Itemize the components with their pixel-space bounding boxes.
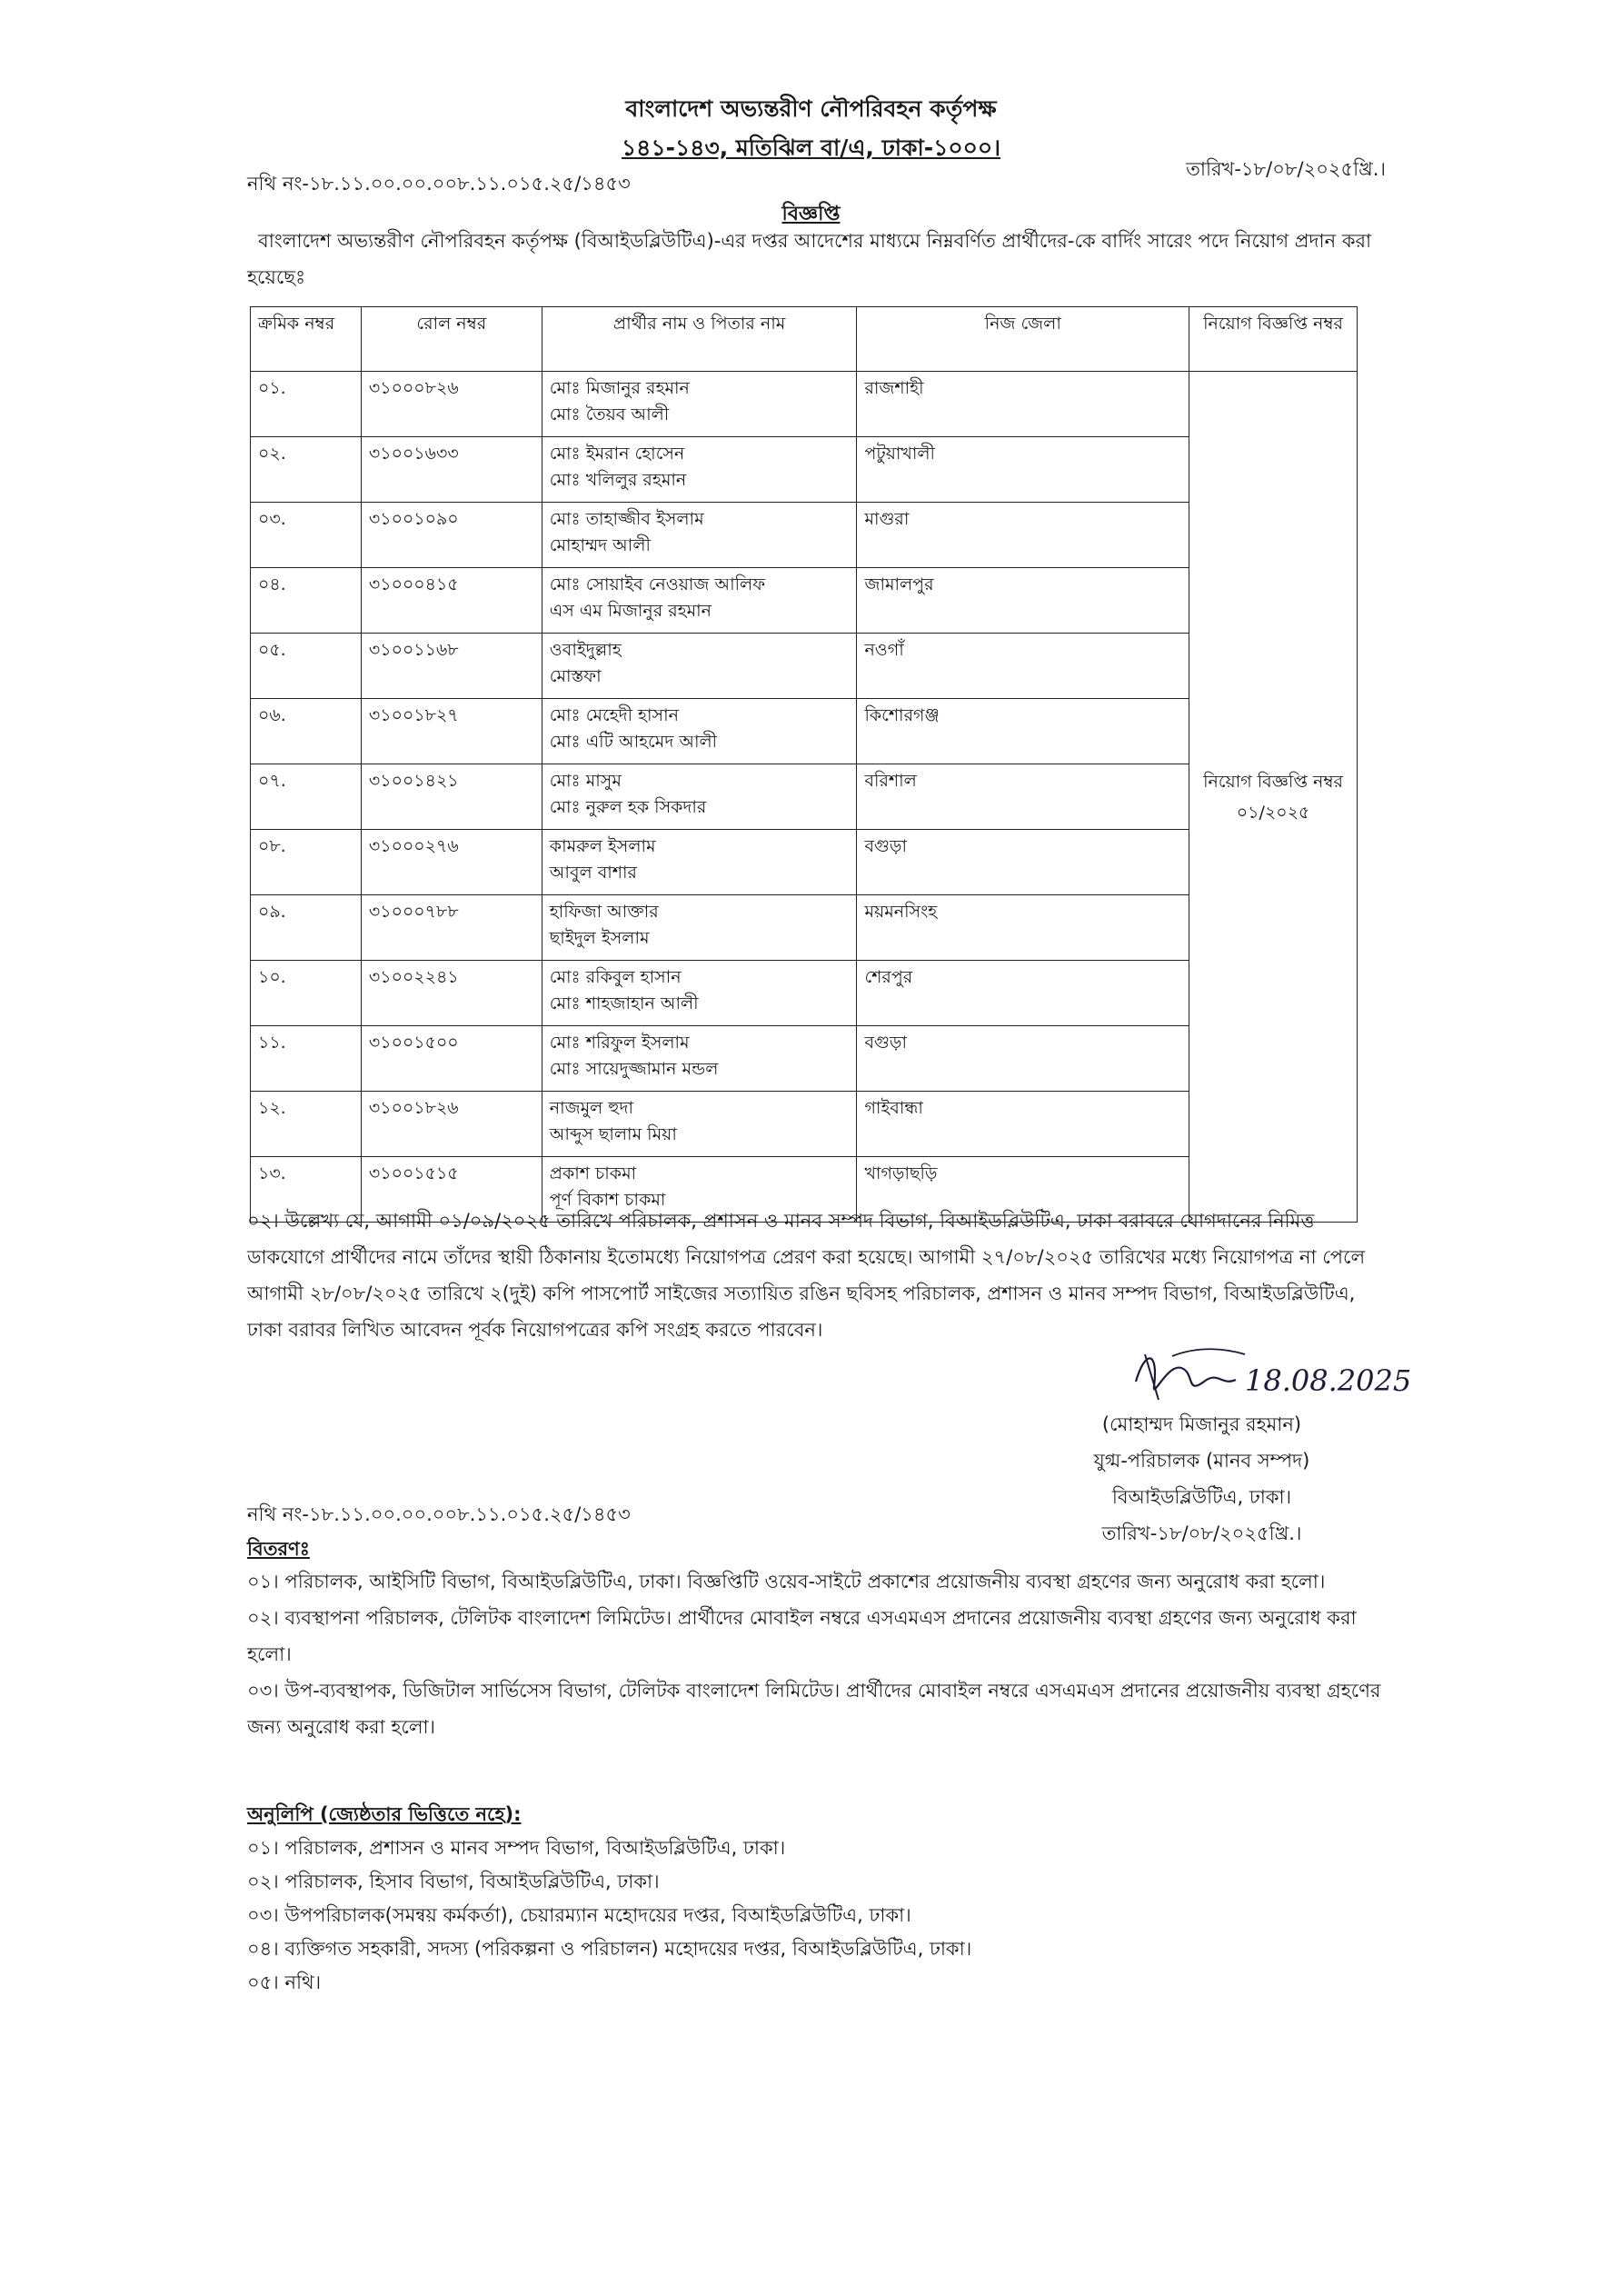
candidate-name: মোঃ সোয়াইব নেওয়াজ আলিফ bbox=[549, 574, 766, 594]
name-cell bbox=[542, 830, 857, 895]
serial-cell: ০৬. bbox=[251, 699, 362, 764]
district-cell: পটুয়াখালী bbox=[857, 437, 1189, 503]
candidate-name: প্রকাশ চাকমা bbox=[549, 1163, 637, 1183]
col-header-district: নিজ জেলা bbox=[857, 307, 1189, 372]
serial-cell: ০৪. bbox=[251, 568, 362, 634]
candidate-name: হাফিজা আক্তার bbox=[549, 902, 659, 922]
candidate-name: মোঃ রকিবুল হাসান bbox=[549, 967, 682, 987]
roll-cell: ৩১০০০৭৮৮ bbox=[361, 895, 542, 961]
authority-title: বাংলাদেশ অভ্যন্তরীণ নৌপরিবহন কর্তৃপক্ষ bbox=[625, 95, 997, 122]
signature-date-line: তারিখ-১৮/০৮/২০২৫খ্রি.। bbox=[1101, 1522, 1302, 1544]
father-name: মোঃ নুরুল হক সিকদার bbox=[549, 797, 707, 817]
candidate-name: মোঃ ইমরান হোসেন bbox=[549, 444, 685, 464]
candidate-name: নাজমুল হুদা bbox=[549, 1098, 633, 1118]
district-cell: বরিশাল bbox=[857, 764, 1189, 830]
father-name: আবুল বাশার bbox=[549, 863, 638, 883]
district-cell: কিশোরগঞ্জ bbox=[857, 699, 1189, 764]
district-cell: খাগড়াছড়ি bbox=[857, 1157, 1189, 1223]
distribution-list bbox=[247, 1563, 1392, 1745]
roll-cell: ৩১০০২২৪১ bbox=[361, 961, 542, 1026]
roll-cell: ৩১০০০৮২৬ bbox=[361, 372, 542, 437]
signature-block bbox=[1045, 1406, 1358, 1552]
appointment-table bbox=[250, 306, 1358, 1223]
name-cell bbox=[542, 961, 857, 1026]
notice-title: বিজ্ঞপ্তি bbox=[781, 203, 841, 225]
father-name: মোহাম্মদ আলী bbox=[549, 535, 651, 555]
joining-paragraph: ০২। উল্লেখ্য যে, আগামী ০১/০৯/২০২৫ তারিখে পরিচালক, প্রশাসন ও মানব সম্পদ বিভাগ, বিআইডব্লিউটিএ, ঢাকা বরাবরে যোগদানের নিমিত্ত ডাকযোগে প্রার্থীদের নামে তাঁদের স্থায়ী ঠিকানায় ইতোমধ্যে নিয়োগপত্র প্রেরণ করা হয়েছে। আগামী ২৭/০৮/২০২৫ তারিখের মধ্যে নিয়োগপত্র না পেলে আগামী ২৮/০৮/২০২৫ তারিখে ২(দুই) কপি পাসপোর্ট সাইজের সত্যায়িত রঙিন ছবিসহ পরিচালক, প্রশাসন ও মানব সম্পদ বিভাগ, বিআইডব্লিউটিএ, ঢাকা বরাবর লিখিত আবেদন পূর্বক নিয়োগপত্রের কপি সংগ্রহ করতে পারবেন। bbox=[247, 1210, 1366, 1341]
serial-cell: ০৫. bbox=[251, 634, 362, 699]
roll-cell: ৩১০০০৪১৫ bbox=[361, 568, 542, 634]
col-header-circular: নিয়োগ বিজ্ঞপ্তি নম্বর bbox=[1189, 307, 1358, 372]
name-cell bbox=[542, 437, 857, 503]
candidate-name: মোঃ মিজানুর রহমান bbox=[549, 378, 690, 398]
district-cell: শেরপুর bbox=[857, 961, 1189, 1026]
father-name: মোঃ খলিলুর রহমান bbox=[549, 470, 687, 490]
serial-cell: ০১. bbox=[251, 372, 362, 437]
distribution-item: ০১। পরিচালক, আইসিটি বিভাগ, বিআইডব্লিউটিএ, ঢাকা। বিজ্ঞপ্তিটি ওয়েব-সাইটে প্রকাশের প্রয়োজনীয় ব্যবস্থা গ্রহণের জন্য অনুরোধ করা হলো। bbox=[247, 1571, 1326, 1592]
father-name: ছাইদুল ইসলাম bbox=[549, 928, 650, 948]
serial-cell: ১২. bbox=[251, 1092, 362, 1157]
father-name: পূর্ণ বিকাশ চাকমা bbox=[549, 1190, 666, 1210]
serial-cell: ০২. bbox=[251, 437, 362, 503]
district-cell: ময়মনসিংহ bbox=[857, 895, 1189, 961]
roll-cell: ৩১০০১০৯০ bbox=[361, 503, 542, 568]
memo-number-2: নথি নং-১৮.১১.০০.০০.০০৮.১১.০১৫.২৫/১৪৫৩ bbox=[247, 1503, 631, 1525]
copy-item: ০৩। উপপরিচালক(সমন্বয় কর্মকর্তা), চেয়ারম্যান মহোদয়ের দপ্তর, বিআইডব্লিউটিএ, ঢাকা। bbox=[247, 1904, 911, 1926]
table-body bbox=[251, 372, 1358, 1223]
candidate-name: মোঃ মেহেদী হাসান bbox=[549, 705, 679, 725]
name-cell bbox=[542, 568, 857, 634]
roll-cell: ৩১০০১৪২১ bbox=[361, 764, 542, 830]
serial-cell: ০৮. bbox=[251, 830, 362, 895]
memo-date: তারিখ-১৮/০৮/২০২৫খ্রি.। bbox=[1186, 158, 1386, 180]
district-cell: গাইবান্ধা bbox=[857, 1092, 1189, 1157]
district-cell: মাগুরা bbox=[857, 503, 1189, 568]
district-cell: বগুড়া bbox=[857, 830, 1189, 895]
serial-cell: ১৩. bbox=[251, 1157, 362, 1223]
father-name: মোঃ এটি আহমেদ আলী bbox=[549, 732, 718, 752]
name-cell bbox=[542, 634, 857, 699]
name-cell bbox=[542, 1092, 857, 1157]
table-row bbox=[251, 372, 1358, 437]
col-header-name: প্রার্থীর নাম ও পিতার নাম bbox=[542, 307, 857, 372]
district-cell: জামালপুর bbox=[857, 568, 1189, 634]
distribution-item: ০৩। উপ-ব্যবস্থাপক, ডিজিটাল সার্ভিসেস বিভাগ, টেলিটক বাংলাদেশ লিমিটেড। প্রার্থীদের মোবাইল নম্বরে এসএমএস প্রদানের প্রয়োজনীয় ব্যবস্থা গ্রহণের জন্য অনুরোধ করা হলো। bbox=[247, 1680, 1381, 1738]
district-cell: বগুড়া bbox=[857, 1026, 1189, 1092]
signatory-name: (মোহাম্মদ মিজানুর রহমান) bbox=[1101, 1413, 1302, 1435]
authority-address: ১৪১-১৪৩, মতিঝিল বা/এ, ঢাকা-১০০০। bbox=[621, 135, 1001, 161]
father-name: মোঃ তৈয়ব আলী bbox=[549, 404, 670, 424]
candidate-name: কামরুল ইসলাম bbox=[549, 836, 656, 856]
serial-cell: ১১. bbox=[251, 1026, 362, 1092]
roll-cell: ৩১০০১৫০০ bbox=[361, 1026, 542, 1092]
copy-item: ০৪। ব্যক্তিগত সহকারী, সদস্য (পরিকল্পনা ও পরিচালন) মহোদয়ের দপ্তর, বিআইডব্লিউটিএ, ঢাকা। bbox=[247, 1938, 972, 1960]
copy-item: ০৫। নথি। bbox=[247, 1972, 322, 1993]
circular-cell: নিয়োগ বিজ্ঞপ্তি নম্বর ০১/২০২৫ bbox=[1189, 372, 1358, 1223]
table-header-row bbox=[251, 307, 1358, 372]
roll-cell: ৩১০০১৬৩৩ bbox=[361, 437, 542, 503]
name-cell bbox=[542, 1026, 857, 1092]
copies-heading: অনুলিপি (জ্যেষ্ঠতার ভিত্তিতে নহে): bbox=[247, 1803, 522, 1825]
signatory-designation: যুগ্ম-পরিচালক (মানব সম্পদ) bbox=[1093, 1450, 1310, 1472]
candidate-name: ওবাইদুল্লাহ bbox=[549, 640, 622, 660]
district-cell: রাজশাহী bbox=[857, 372, 1189, 437]
candidate-name: মোঃ তাহাজ্জীব ইসলাম bbox=[549, 509, 704, 529]
candidate-name: মোঃ মাসুম bbox=[549, 771, 622, 791]
distribution-item: ০২। ব্যবস্থাপনা পরিচালক, টেলিটক বাংলাদেশ লিমিটেড। প্রার্থীদের মোবাইল নম্বরে এসএমএস প্রদানের প্রয়োজনীয় ব্যবস্থা গ্রহণের জন্য অনুরোধ করা হলো। bbox=[247, 1607, 1357, 1665]
father-name: এস এম মিজানুর রহমান bbox=[549, 601, 712, 621]
father-name: মোঃ সায়েদুজ্জামান মন্ডল bbox=[549, 1059, 719, 1079]
district-cell: নওগাঁ bbox=[857, 634, 1189, 699]
serial-cell: ০৯. bbox=[251, 895, 362, 961]
col-header-roll: রোল নম্বর bbox=[361, 307, 542, 372]
serial-cell: ০৭. bbox=[251, 764, 362, 830]
copy-item: ০২। পরিচালক, হিসাব বিভাগ, বিআইডব্লিউটিএ, ঢাকা। bbox=[247, 1871, 660, 1892]
col-header-serial: ক্রমিক নম্বর bbox=[251, 307, 362, 372]
roll-cell: ৩১০০১৫১৫ bbox=[361, 1157, 542, 1223]
serial-cell: ০৩. bbox=[251, 503, 362, 568]
father-name: মোস্তফা bbox=[549, 666, 602, 686]
name-cell bbox=[542, 699, 857, 764]
roll-cell: ৩১০০১৮২৬ bbox=[361, 1092, 542, 1157]
handwritten-signature bbox=[1118, 1345, 1436, 1409]
intro-paragraph: বাংলাদেশ অভ্যন্তরীণ নৌপরিবহন কর্তৃপক্ষ (বিআইডব্লিউটিএ)-এর দপ্তর আদেশের মাধ্যমে নিম্নবর্ণিত প্রার্থীদের-কে বার্দিং সারেং পদে নিয়োগ প্রদান করা হয়েছেঃ bbox=[247, 230, 1372, 288]
serial-cell: ১০. bbox=[251, 961, 362, 1026]
name-cell bbox=[542, 764, 857, 830]
roll-cell: ৩১০০১৮২৭ bbox=[361, 699, 542, 764]
candidate-name: মোঃ শরিফুল ইসলাম bbox=[549, 1033, 690, 1053]
copy-item: ০১। পরিচালক, প্রশাসন ও মানব সম্পদ বিভাগ, বিআইডব্লিউটিএ, ঢাকা। bbox=[247, 1837, 786, 1859]
signatory-office: বিআইডব্লিউটিএ, ঢাকা। bbox=[1111, 1486, 1292, 1508]
signature-date: 18.08.2025 bbox=[1245, 1363, 1412, 1398]
name-cell bbox=[542, 895, 857, 961]
roll-cell: ৩১০০১১৬৮ bbox=[361, 634, 542, 699]
father-name: মোঃ শাহজাহান আলী bbox=[549, 993, 699, 1013]
roll-cell: ৩১০০০২৭৬ bbox=[361, 830, 542, 895]
copies-list bbox=[247, 1832, 1392, 2000]
distribution-heading: বিতরণঃ bbox=[247, 1538, 310, 1560]
name-cell bbox=[542, 372, 857, 437]
name-cell bbox=[542, 503, 857, 568]
memo-number: নথি নং-১৮.১১.০০.০০.০০৮.১১.০১৫.২৫/১৪৫৩ bbox=[247, 173, 631, 195]
father-name: আব্দুস ছালাম মিয়া bbox=[549, 1124, 677, 1144]
